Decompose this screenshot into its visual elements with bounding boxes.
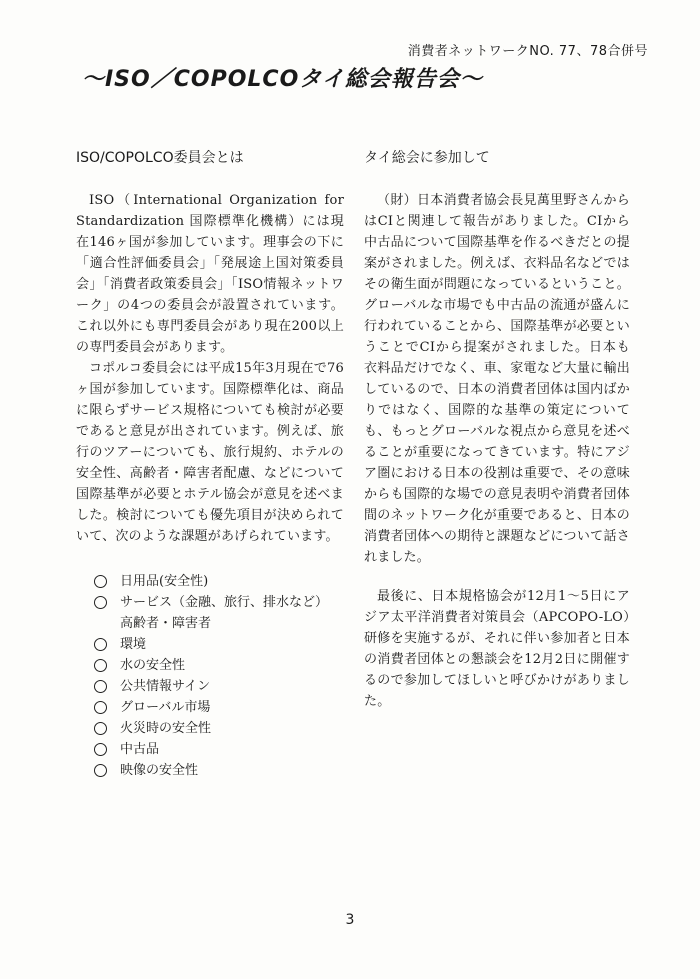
list-item: 公共情報サイン bbox=[76, 676, 344, 697]
list-item: サービス（金融、旅行、排水など） 高齢者・障害者 bbox=[76, 592, 344, 634]
circle-bullet-icon bbox=[94, 596, 107, 609]
paragraph: 最後に、日本規格協会が12月1～5日にアジア太平洋消費者対策員会（APCOPO-LO）研修を実施するが、それに伴い参加者と日本の消費者団体との懇談会を12月2日に開催するので参加してほしいと呼びかけがありました。 bbox=[364, 589, 630, 709]
list-item: 中古品 bbox=[76, 739, 344, 760]
circle-bullet-icon bbox=[94, 659, 107, 672]
list-item: 日用品(安全性) bbox=[76, 571, 344, 592]
circle-bullet-icon bbox=[94, 743, 107, 756]
issue-label: 消費者ネットワークNO. 77、78合併号 bbox=[407, 44, 648, 59]
priority-list bbox=[76, 571, 344, 781]
circle-bullet-icon bbox=[94, 638, 107, 651]
left-column bbox=[76, 148, 344, 781]
list-item: 映像の安全性 bbox=[76, 760, 344, 781]
list-item: グローバル市場 bbox=[76, 697, 344, 718]
circle-bullet-icon bbox=[94, 575, 107, 588]
circle-bullet-icon bbox=[94, 764, 107, 777]
list-item: 環境 bbox=[76, 634, 344, 655]
paragraph: （財）日本消費者協会長見萬里野さんからはCIと関連して報告がありました。CIから中古品について国際基準を作るべきだとの提案がされました。例えば、衣料品名などではその衛生面が問題になっているということ。グローバルな市場でも中古品の流通が盛んに行われていることから、国際基準が必要ということでCIから提案がされました。日本も衣料品だけでなく、車、家電など大量に輸出しているので、日本の消費者団体は国内ばかりではなく、国際的な基準の策定についても、もっとグローバルな視点から意見を述べることが重要になってきています。特にアジア圏における日本の役割は重要で、その意味からも国際的な場での意見表明や消費者団体間のネットワーク化が重要であると、日本の消費者団体への期待と課題などについて話されました。 bbox=[364, 193, 630, 565]
page-number: 3 bbox=[345, 912, 355, 928]
circle-bullet-icon bbox=[94, 701, 107, 714]
list-item-sub: 高齢者・障害者 bbox=[120, 616, 212, 631]
circle-bullet-icon bbox=[94, 680, 107, 693]
section-heading-thailand: タイ総会に参加して bbox=[364, 150, 490, 166]
paragraph: コポルコ委員会には平成15年3月現在で76ヶ国が参加しています。国際標準化は、商品に限らずサービス規格についても検討が必要であると意見が出されています。例えば、旅行のツアーについても、旅行規約、ホテルの安全性、高齢者・障害者配慮、などについて国際基準が必要とホテル協会が意見を述べました。検討についても優先項目が決められていて、次のような課題があげられています。 bbox=[76, 361, 344, 544]
list-item: 火災時の安全性 bbox=[76, 718, 344, 739]
section-heading-copolco: ISO/COPOLCO委員会とは bbox=[76, 150, 244, 166]
list-item: 水の安全性 bbox=[76, 655, 344, 676]
page-title: ～ISO／COPOLCOタイ総会報告会～ bbox=[82, 67, 483, 92]
paragraph: ISO（International Organization for Standardization 国際標準化機構）には現在146ヶ国が参加しています。理事会の下に「適合性評価委員会」「発展途上国対策委員会」「消費者政策委員会」「ISO情報ネットワーク」の4つの委員会が設置されています。これ以外にも専門委員会があり現在200以上の専門委員会があります。 bbox=[76, 193, 344, 355]
right-column bbox=[364, 148, 630, 712]
circle-bullet-icon bbox=[94, 722, 107, 735]
